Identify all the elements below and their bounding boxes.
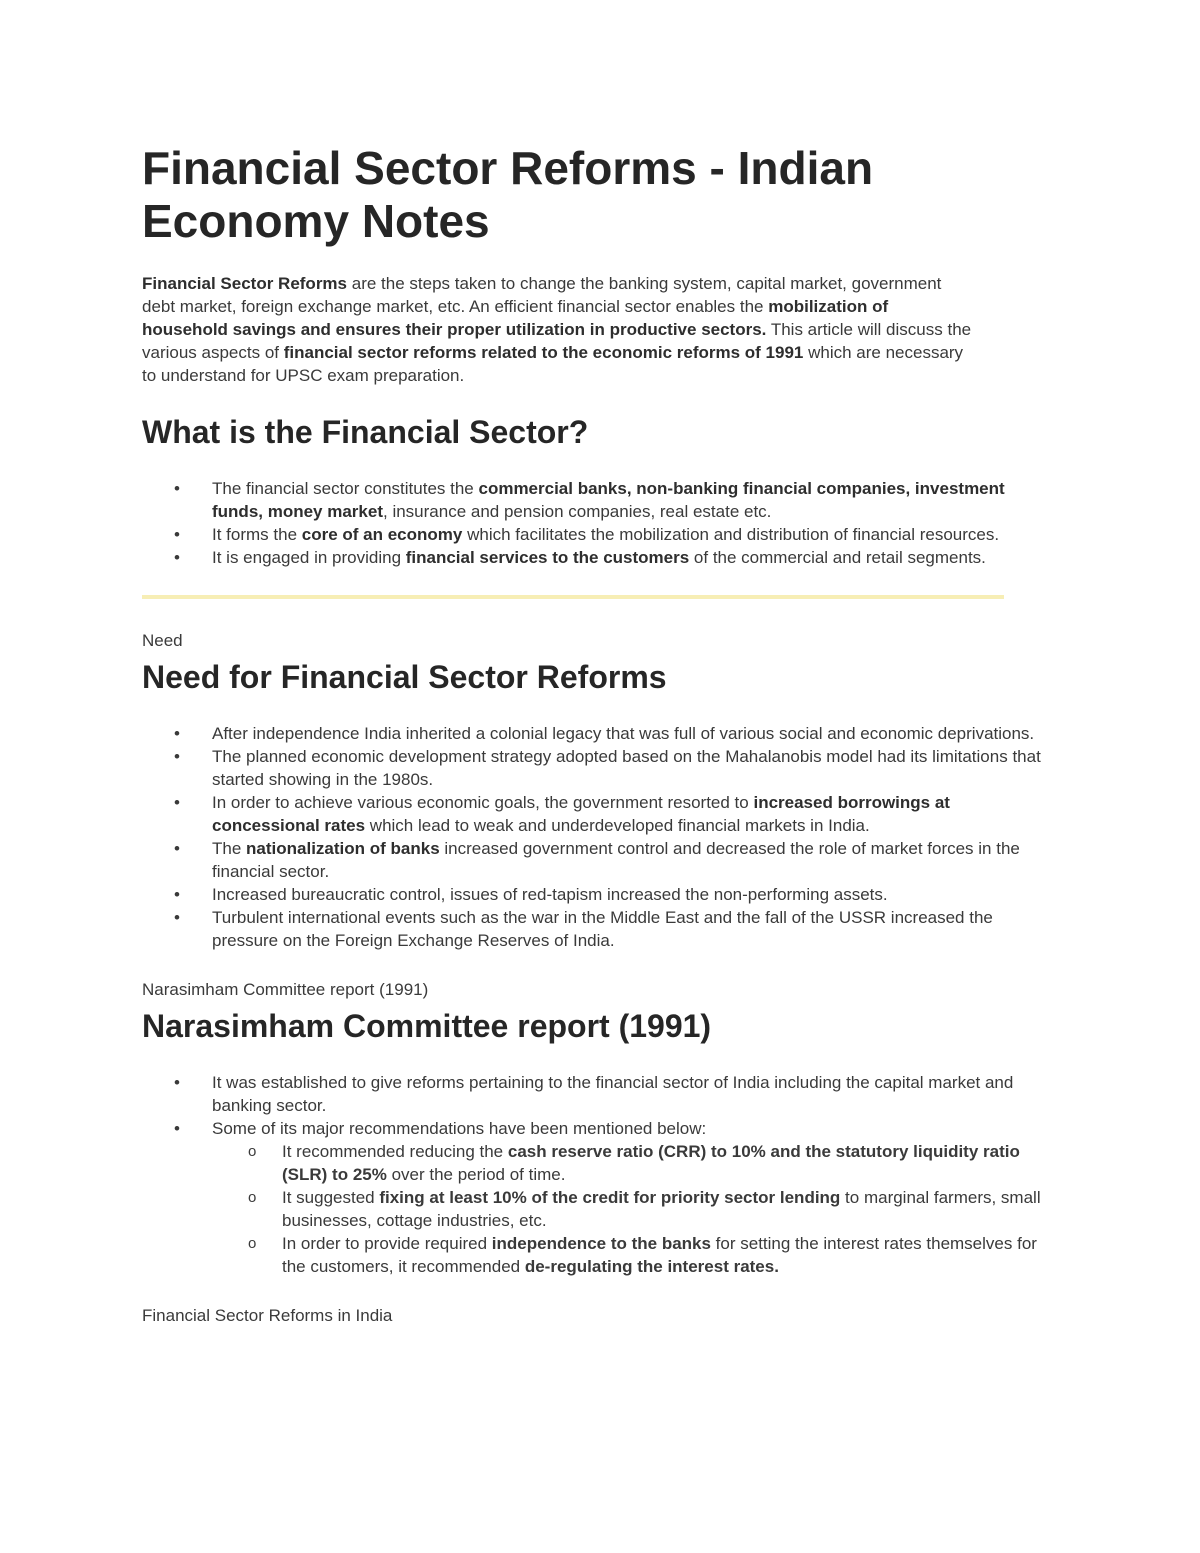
- sub-list-item: [142, 1186, 1052, 1232]
- section-heading-what-is: What is the Financial Sector?: [142, 414, 589, 450]
- list-item: [142, 722, 1052, 745]
- list-item: [142, 745, 1052, 791]
- text-run: It recommended reducing the: [282, 1142, 508, 1161]
- text-run: over the period of time.: [386, 1165, 566, 1184]
- text-run: The: [212, 839, 247, 858]
- section-label-narasimham: Narasimham Committee report (1991): [142, 980, 429, 999]
- text-run: Turbulent international events such as the war in the Middle East and the fall of the USSR increased the pressure on the Foreign Exchange Reserves of India.: [212, 908, 993, 950]
- what-is-bullet-list: [142, 477, 1052, 569]
- bold-text-run: cash reserve ratio (CRR) to 10% and the statutory liquidity ratio (SLR) to 25%: [282, 1142, 1020, 1184]
- document-content: [142, 142, 1052, 1327]
- text-run: increased government control and decreased the role of market forces in the financial sector.: [212, 839, 1020, 881]
- bold-text-run: financial sector reforms related to the economic reforms of 1991: [283, 343, 804, 362]
- intro-paragraph: [142, 272, 972, 387]
- section-label-need: Need: [142, 631, 183, 650]
- text-run: which are necessary to understand for UPSC exam preparation.: [142, 343, 964, 385]
- bold-text-run: nationalization of banks: [246, 839, 440, 858]
- bold-text-run: financial services to the customers: [405, 548, 690, 567]
- narasimham-recommendations-list: [142, 1140, 1052, 1278]
- list-item: [142, 477, 1052, 523]
- bold-text-run: commercial banks, non-banking financial companies, investment funds, money market: [212, 479, 1005, 521]
- text-run: are the steps taken to change the banking system, capital market, government debt market, foreign exchange market, etc. An efficient financial sector enables the: [142, 274, 942, 316]
- page-title: Financial Sector Reforms - Indian Economy Notes: [142, 142, 874, 247]
- sub-list-item: [142, 1140, 1052, 1186]
- text-run: It was established to give reforms pertaining to the financial sector of India including the capital market and banking sector.: [212, 1073, 1014, 1115]
- list-item: [142, 523, 1052, 546]
- list-item: [142, 837, 1052, 883]
- list-item: [142, 1117, 1052, 1140]
- bold-text-run: increased borrowings at concessional rates: [212, 793, 950, 835]
- bold-text-run: fixing at least 10% of the credit for priority sector lending: [379, 1188, 841, 1207]
- text-run: of the commercial and retail segments.: [689, 548, 986, 567]
- text-run: Increased bureaucratic control, issues of red-tapism increased the non-performing assets.: [212, 885, 888, 904]
- text-run: It is engaged in providing: [212, 548, 406, 567]
- text-run: In order to achieve various economic goals, the government resorted to: [212, 793, 754, 812]
- text-run: for setting the interest rates themselves for the customers, it recommended: [282, 1234, 1037, 1276]
- text-run: to marginal farmers, small businesses, cottage industries, etc.: [282, 1188, 1041, 1230]
- list-item: [142, 883, 1052, 906]
- text-run: It suggested: [282, 1188, 380, 1207]
- text-run: Some of its major recommendations have been mentioned below:: [212, 1119, 707, 1138]
- text-run: which lead to weak and underdeveloped financial markets in India.: [365, 816, 870, 835]
- section-label-reforms-in-india: Financial Sector Reforms in India: [142, 1306, 393, 1325]
- text-run: After independence India inherited a colonial legacy that was full of various social and economic deprivations.: [212, 724, 1035, 743]
- list-item: [142, 1071, 1052, 1117]
- bold-text-run: Financial Sector Reforms: [142, 274, 348, 293]
- section-divider: [142, 595, 1004, 599]
- text-run: , insurance and pension companies, real estate etc.: [383, 502, 772, 521]
- section-heading-need: Need for Financial Sector Reforms: [142, 659, 667, 695]
- bold-text-run: mobilization of household savings and ensures their proper utilization in productive sectors.: [142, 297, 889, 339]
- bold-text-run: core of an economy: [301, 525, 463, 544]
- bold-text-run: independence to the banks: [491, 1234, 711, 1253]
- text-run: It forms the: [212, 525, 302, 544]
- list-item: [142, 546, 1052, 569]
- section-heading-narasimham: Narasimham Committee report (1991): [142, 1008, 712, 1044]
- text-run: In order to provide required: [282, 1234, 492, 1253]
- text-run: This article will discuss the various aspects of: [142, 320, 972, 362]
- text-run: The planned economic development strategy adopted based on the Mahalanobis model had its limitations that started showing in the 1980s.: [212, 747, 1041, 789]
- text-run: The financial sector constitutes the: [212, 479, 479, 498]
- list-item: [142, 906, 1052, 952]
- list-item: [142, 791, 1052, 837]
- sub-list-item: [142, 1232, 1052, 1278]
- narasimham-bullet-list: [142, 1071, 1052, 1140]
- bold-text-run: de-regulating the interest rates.: [524, 1257, 779, 1276]
- text-run: which facilitates the mobilization and distribution of financial resources.: [462, 525, 1000, 544]
- need-bullet-list: [142, 722, 1052, 952]
